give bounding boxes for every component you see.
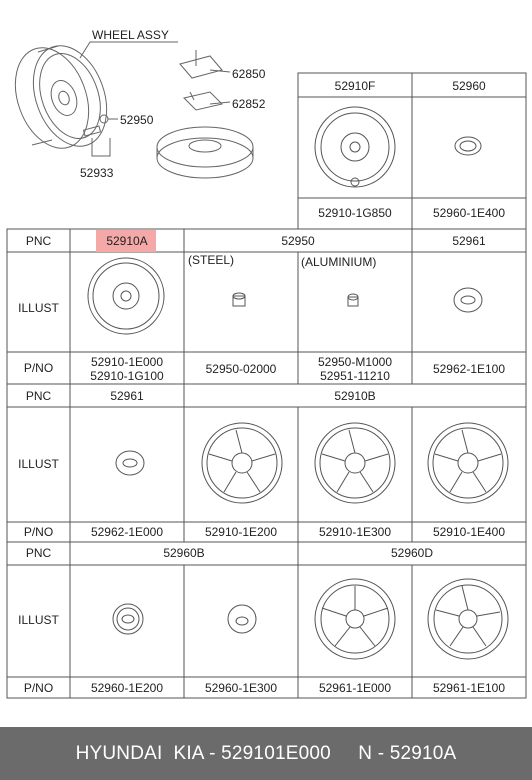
wheel-52910f-drawing: [315, 107, 395, 187]
cap-52961-drawing: [454, 288, 482, 312]
alloy-wheel-1e300-drawing: [315, 423, 395, 503]
callout-62852: 62852: [232, 97, 266, 111]
main-table-border: [7, 229, 526, 698]
pno-52910-1e400[interactable]: 52910-1E400: [432, 525, 506, 539]
row-label-pno: P/NO: [23, 525, 54, 539]
alum-nut-drawing: [348, 294, 358, 306]
cap-52960-1e300-drawing: [228, 605, 256, 633]
pno-52962-1e100[interactable]: 52962-1E100: [432, 362, 506, 376]
row-label-illust: ILLUST: [18, 301, 59, 315]
pnc-52960b[interactable]: 52960B: [163, 546, 205, 560]
pnc-52910a[interactable]: 52910A: [106, 234, 148, 248]
pno-52910-1e000[interactable]: 52910-1E000 52910-1G100: [90, 355, 164, 383]
row-label-illust: ILLUST: [18, 613, 59, 627]
top-col-52910f: 52910F: [334, 79, 376, 93]
row-label-pno: P/NO: [23, 361, 54, 375]
wheel-cover-1e100-drawing: [428, 579, 508, 659]
row-label-illust: ILLUST: [18, 457, 59, 471]
pno-52910-1e300[interactable]: 52910-1E300: [318, 525, 392, 539]
cap-52962-1e000-drawing: [116, 451, 144, 475]
steel-wheel-52910a-drawing: [88, 258, 164, 334]
row-label-pnc: PNC: [25, 389, 52, 403]
pno-52960-1e300[interactable]: 52960-1E300: [204, 681, 278, 695]
top-part-52960-1e400: 52960-1E400: [432, 206, 506, 220]
top-col-52960: 52960: [452, 79, 486, 93]
pno-52910-1e200[interactable]: 52910-1E200: [204, 525, 278, 539]
row-label-pnc: PNC: [25, 546, 52, 560]
footer-bar: HYUNDAI KIA - 529101E000 N - 52910A: [0, 727, 532, 780]
wheel-assy-label: WHEEL ASSY: [92, 28, 169, 42]
alloy-wheel-1e200-drawing: [202, 423, 282, 503]
callout-52950: 52950: [120, 113, 154, 127]
pnc-52961[interactable]: 52961: [452, 234, 486, 248]
pno-52960-1e200[interactable]: 52960-1E200: [90, 681, 164, 695]
callout-52933: 52933: [80, 166, 114, 180]
pno-52961-1e000[interactable]: 52961-1E000: [318, 681, 392, 695]
cap-52960-1e200-drawing: [113, 604, 143, 634]
pno-52950-02000[interactable]: 52950-02000: [205, 362, 277, 376]
pnc-52910b[interactable]: 52910B: [334, 389, 376, 403]
callout-62850: 62850: [232, 67, 266, 81]
pno-52962-1e000[interactable]: 52962-1E000: [90, 525, 164, 539]
steel-nut-drawing: [233, 293, 245, 306]
top-part-52910-1g850: 52910-1G850: [318, 206, 392, 220]
lug-nut-drawing: [83, 115, 118, 156]
jack-drawing: [180, 50, 230, 110]
pnc-52960d[interactable]: 52960D: [390, 546, 434, 560]
cap-52960-drawing: [455, 137, 481, 155]
wheel-cover-1e000-drawing: [315, 579, 395, 659]
note-steel: (STEEL): [188, 253, 235, 267]
pno-52950-m1000[interactable]: 52950-M1000 52951-11210: [317, 355, 393, 383]
note-aluminium: (ALUMINIUM): [301, 255, 377, 269]
row-label-pno: P/NO: [23, 681, 54, 695]
pno-52961-1e100[interactable]: 52961-1E100: [432, 681, 506, 695]
pnc-52950[interactable]: 52950: [281, 234, 315, 248]
row-label-pnc: PNC: [25, 234, 52, 248]
spare-wheel-drawing: [157, 127, 253, 178]
wheel-assy-drawing: [2, 36, 119, 159]
pnc-52961[interactable]: 52961: [110, 389, 144, 403]
alloy-wheel-1e400-drawing: [428, 423, 508, 503]
